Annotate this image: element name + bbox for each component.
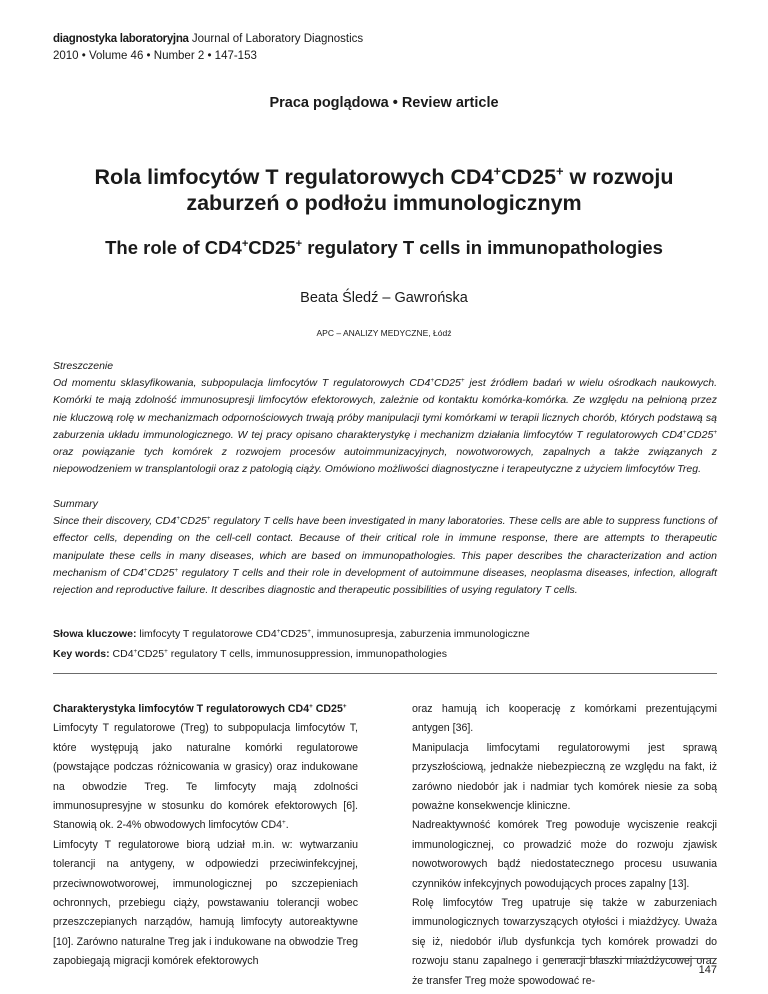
superscript: +	[282, 819, 286, 827]
abstract-english-heading: Summary	[53, 498, 98, 510]
heading-text: Charakterystyka limfocytów T regulatorowych CD4	[53, 703, 310, 715]
title-text: The role of CD4	[105, 237, 242, 258]
abstract-english	[53, 496, 717, 599]
issue-line: 2010 • Volume 46 • Number 2 • 147-153	[53, 50, 257, 62]
abstract-text: regulatory T cells have been investigated in many laboratories. These cells are able to suppress functions of effector cells, depending on the cell-cell contact. Because of their critical role in immune response, there are attempts to therapeutic manipulate these cells in many diseases, which are based on immunopathologies. This paper describes the characterization and action mechanism of CD4	[53, 515, 717, 579]
keywords-text: limfocyty T regulatorowe CD4	[136, 628, 277, 640]
body-paragraph: Nadreaktywność komórek Treg powoduje wyciszenie reakcji immunologicznej, co prowadzić może do rozwoju zjawisk nowotworowych bądź niedostatecznego procesu usuwania czynników infekcyjnych powodujących proces zapalny [13].	[412, 819, 717, 890]
paragraph-text: Limfocyty T regulatorowe (Treg) to subpopulacja limfocytów T, które występują jako naturalne komórki regulatorowe (powstające podczas różnicowania w grasicy) oraz indukowane na obwodzie Treg. Te limfocyty mają zdolności immunosupresyjne w stosunku do komórek efektorowych [6]. Stanowią ok. 2-4% obwodowych limfocytów CD4	[53, 722, 358, 832]
body-paragraph: Limfocyty T regulatorowe biorą udział m.in. w: wytwarzaniu tolerancji na antygeny, w odpowiedzi przeciwinfekcyjnej, przeciwnowotworowej, immunologicznej po szczepieniach ochronnych, przebiegu ciąży, powstawaniu tolerancji wobec przeszczepianych narządów, hamują limfocyty autoreaktywne [10]. Zarówno naturalne Treg jak i indukowane na obwodzie Treg zapobiegają migracji komórek efektorowych	[53, 838, 358, 968]
body-paragraph	[53, 719, 358, 835]
superscript: +	[143, 566, 148, 574]
body-paragraph: Manipulacja limfocytami regulatorowymi jest sprawą przyszłościową, jednakże niebezpieczną ze względu na fakt, iż zarówno niedobór jak i nadmiar tych komórek niesie za sobą poważne konsekwencje kliniczne.	[412, 741, 717, 813]
page-number: 147	[698, 964, 717, 976]
keywords-label: Słowa kluczowe:	[53, 628, 137, 640]
superscript: +	[460, 377, 465, 385]
section-heading	[53, 700, 358, 719]
journal-name: Journal of Laboratory Diagnostics	[191, 33, 364, 45]
keywords-text: , immunosupresja, zaburzenia immunologiczne	[310, 628, 530, 640]
abstract-text: CD25	[686, 428, 714, 441]
abstract-polish	[53, 358, 717, 478]
body-column-left	[53, 700, 358, 972]
paragraph-text: .	[285, 819, 289, 832]
keywords-text: CD4	[109, 648, 134, 660]
heading-text: CD25	[312, 703, 343, 715]
title-text: CD25	[501, 165, 557, 189]
title-polish-line-1	[60, 164, 708, 190]
keywords-text: CD25	[137, 648, 165, 660]
abstract-text: jest źródłem badań w wielu ośrodkach naukowych. Komórki te mają zdolność immunosupresji limfocytów efektorowych, zależnie od kontaktu komórka-komórka. Ze względu na pełnioną przez nie kluczową rolę w mechanizmach odpornościowych trwają próby manipulacji tymi komórkami w terapii licznych chorób, których podstawą są zaburzenia układu immunologicznego. W tej pracy opisano charakterystykę i mechanizm działania limfocytów T regulatorowych CD4	[53, 377, 717, 441]
abstract-polish-heading: Streszczenie	[53, 360, 114, 372]
superscript: +	[682, 428, 687, 436]
body-paragraph: oraz hamują ich kooperację z komórkami prezentującymi antygen [36].	[412, 703, 717, 735]
abstract-text: CD25	[434, 377, 461, 390]
journal-title-line	[53, 31, 363, 48]
superscript: +	[713, 428, 717, 436]
superscript: +	[342, 702, 347, 710]
abstract-text: regulatory T cells and their role in development of autoimmune diseases, neoplasma diseases, infection, allograft rejection and reproductive failure. It describes diagnostic and therapeutic possibilities of usying regulatory T cells.	[53, 566, 717, 597]
body-column-right	[412, 700, 717, 991]
section-divider	[53, 673, 717, 674]
title-text: regulatory T cells in immunopathologies	[302, 237, 663, 258]
superscript: +	[556, 163, 564, 179]
superscript: +	[174, 566, 179, 574]
abstract-text: Since their discovery, CD4	[53, 515, 177, 528]
abstract-polish-text	[53, 375, 717, 478]
superscript: +	[241, 237, 249, 250]
superscript: +	[164, 647, 168, 655]
title-text: w rozwoju	[563, 165, 674, 189]
title-text: CD25	[248, 237, 296, 258]
superscript: +	[493, 163, 502, 179]
journal-header	[53, 31, 363, 65]
superscript: +	[276, 627, 281, 635]
abstract-english-text	[53, 513, 717, 599]
keywords-polish	[53, 626, 717, 643]
superscript: +	[309, 702, 313, 710]
abstract-text: oraz powiązanie tych komórek z rozwojem procesów autoimmunizacyjnych, nowotworowych, zapalnych a także związanych z niepowodzeniem w transplantologii oraz z patologią ciąży. Omówiono możliwości diagnostyczne i terapeutyczne z użyciem limfocytów Treg.	[53, 446, 717, 476]
footer-rule	[557, 958, 717, 959]
title-text: Rola limfocytów T regulatorowych CD4	[94, 165, 494, 189]
abstract-text: CD25	[147, 566, 175, 579]
title-polish	[60, 164, 708, 216]
keywords-label: Key words:	[53, 648, 110, 660]
author-affiliation: APC – ANALIZY MEDYCZNE, Łódź	[316, 328, 452, 338]
keywords-text: CD25	[280, 628, 308, 640]
keywords-text: regulatory T cells, immunosuppression, immunopathologies	[167, 648, 447, 660]
superscript: +	[133, 647, 138, 655]
abstract-text: Od momentu sklasyfikowania, subpopulacja limfocytów T regulatorowych CD4	[53, 377, 431, 390]
superscript: +	[176, 515, 180, 523]
body-paragraph: Rolę limfocytów Treg upatruje się także w zaburzeniach immunologicznych towarzyszących otyłości i miażdżycy. Uważa się iż, niedobór i/lub dysfunkcja tych komórek prowadzi do rozwoju stanu zapalnego i generacji blaszki miażdżycowej oraz że transfer Treg może spowodować re-	[412, 897, 717, 987]
journal-brand: diagnostyka laboratoryjna	[53, 33, 189, 45]
superscript: +	[206, 515, 211, 523]
abstract-text: CD25	[179, 515, 207, 528]
article-type-label: Praca poglądowa • Review article	[269, 95, 499, 111]
superscript: +	[430, 377, 434, 385]
superscript: +	[307, 627, 311, 635]
keywords-english	[53, 646, 717, 663]
superscript: +	[295, 237, 303, 250]
title-english	[30, 236, 738, 260]
author-name: Beata Śledź – Gawrońska	[300, 290, 468, 306]
title-polish-line-2: zaburzeń o podłożu immunologicznym	[186, 191, 582, 215]
